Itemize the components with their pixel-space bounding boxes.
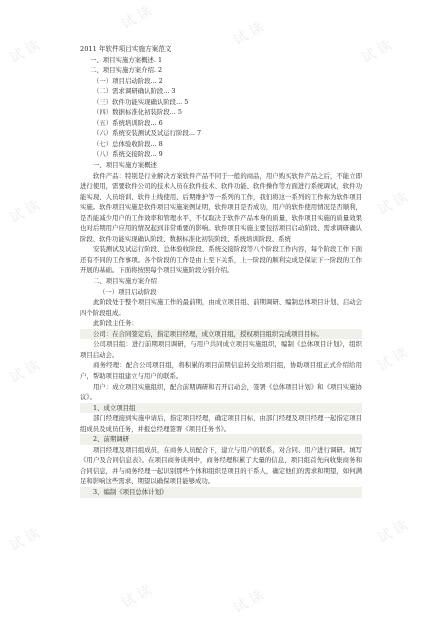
toc-item: （二）需求调研确认阶段... 3: [93, 87, 176, 96]
watermark-text: 试读: [374, 514, 415, 547]
watermark-text: 试读: [374, 186, 415, 219]
toc-item: （三）软件功能实现确认阶段... 5: [93, 97, 189, 106]
document-page: [80, 44, 362, 498]
watermark-text: 试读: [6, 354, 47, 387]
toc-item: （七）总体验收阶段... 8: [93, 139, 163, 148]
watermark-text: 试读: [118, 0, 159, 33]
body-paragraph: 安装测试及试运行阶段、总体验收阶段、系统交接阶段等八个阶段工作内容，每个阶段工作下面还有不同的工作事项。各个阶段的工作是由上至下关系，上一阶段的顺利完成是保证下一阶段的工作开展的基础。下面将按照每个项目实施阶段分别介绍。: [80, 245, 362, 275]
body-paragraph: 商务经理：配合公司项目组，将积累的项目前期信息转交给项目组，协助项目组正式介绍给用户，帮助项目组建立与用户的联系。: [80, 361, 362, 380]
body-paragraph: 部门经理接到实施申请后，指定项目经理，确定项目目标，由部门经理及项目经理一起指定项目组成员及成员任务，并报总经理签署《项目任务书》。: [80, 414, 362, 433]
table-of-contents: [80, 55, 362, 160]
body-paragraph: 项目经理及项目组成员，在商务人员配合下，建立与用户的联系，对合同、用户进行调研。填写《用户及合同信息表》。在项目商务谈判中，商务经理积累了大量的信息，项目组首先向收集商务和合同信息，并与商务经理一起识别那些个体和组织是项目的干系人，确定他们的需求和期望，如何满足和影响这些需求、期望以确保项目能够成功。: [80, 445, 362, 486]
step-heading: 1、成立项目组: [80, 403, 362, 414]
body-paragraph: 此阶段处于整个项目实施工作的最前期，由成立项目组、前期调研、编制总体项目计划、启动会四个阶段组成。: [80, 298, 362, 317]
step-heading: 2、前期调研: [80, 434, 362, 445]
watermark-text: 试读: [6, 34, 47, 67]
watermark-text: 试读: [230, 584, 271, 617]
body-paragraph: 软件产品：特别是行业解决方案软件产品不同于一般的商品，用户购买软件产品之后，不能立即进行使用，需要软件公司的技术人员在软件技术、软件功能、软件操作等方面进行系统调试，软件功能实现、人员培训、软件上线使用、后期维护等一系列的工作，我们将这一系列的工作称为软件项目实施。软件项目实施是软件项目实施案例证明，软件项目是否成功，用户的软件使用情况是否顺利，是否能减少用户的工作效率和管理水平，不仅取决于软件产品本身的质量，软件项目实施的质量效果也对后期用户应用的情况起到非常重要的影响。软件项目实施主要包括项目启动阶段、需求调研确认阶段、软件功能实现确认阶段、数据标准化初装阶段、系统培训阶段、系统: [80, 171, 362, 243]
toc-item: 一、项目实施方案概述. 1: [90, 55, 163, 64]
toc-item: （六）系统安装测试及试运行阶段... 7: [93, 129, 202, 138]
watermark-text: 试读: [358, 34, 399, 67]
toc-item: 二、项目实施方案介绍. 2: [90, 66, 163, 75]
toc-item: （五）系统培训阶段... 6: [93, 118, 163, 127]
toc-item: （八）系统交接阶段... 9: [93, 150, 163, 159]
watermark-text: 试读: [374, 342, 415, 375]
toc-item: （四）数据标准化初装阶段... 5: [93, 108, 182, 117]
body-paragraph: 公司项目组：进行前期项目调研，与用户共同成立项目实施组织，编制《总体项目计划》，组织项目启动会。: [80, 340, 362, 359]
watermark-text: 试读: [6, 522, 47, 555]
watermark-text: 试读: [118, 579, 159, 612]
section-heading: 二、项目实施方案介绍: [93, 277, 157, 286]
step-heading: 3、编制《项目总体计划》: [80, 487, 362, 498]
subsection-heading: （一）项目启动阶段: [99, 287, 157, 296]
body-label: 此阶段主任务：: [93, 319, 138, 328]
watermark-text: 试读: [6, 194, 47, 227]
section-heading: 一、项目实施方案概述: [93, 161, 157, 170]
toc-item: （一）项目启动阶段... 2: [93, 76, 163, 85]
document-title: 2011 年软件项目实施方案范文: [80, 45, 172, 53]
body-paragraph: 用户：成立项目实施组织，配合前期调研和召开启动会，签署《总体项目计划》和《项目实施协议》。: [80, 382, 362, 402]
body-paragraph: 公司：在合同签定后，指定项目经理，成立项目组，授权项目组织完成项目目标。: [80, 329, 362, 340]
watermark-text: 试读: [230, 16, 271, 49]
